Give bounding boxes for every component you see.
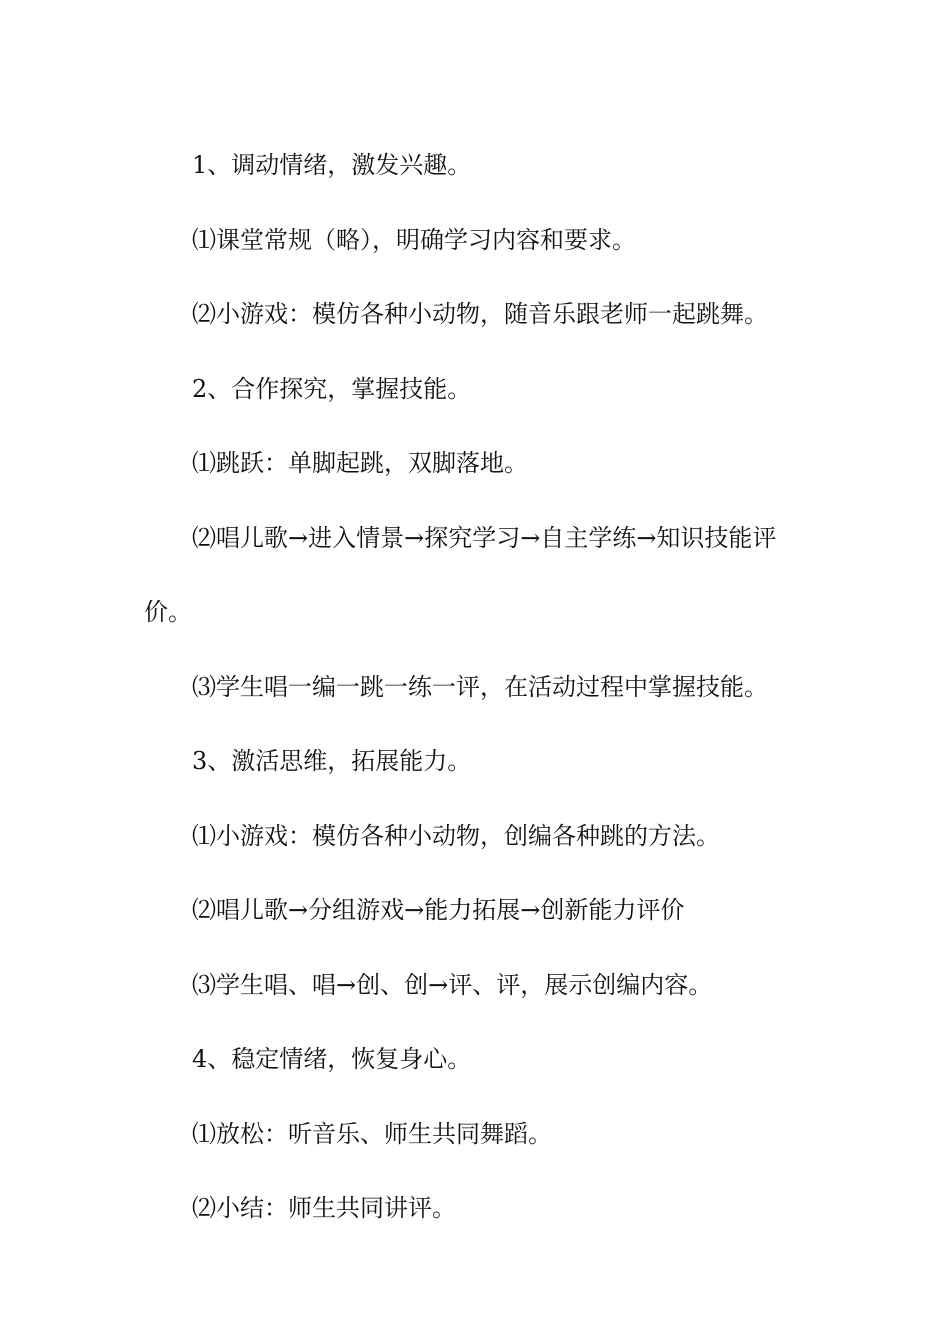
paragraph-step-4-heading: 4、稳定情绪，恢复身心。	[192, 1045, 472, 1073]
paragraph-step-1-item-1: ⑴课堂常规（略），明确学习内容和要求。	[192, 225, 636, 254]
paragraph-step-4-item-1: ⑴放松：听音乐、师生共同舞蹈。	[192, 1119, 552, 1148]
paragraph-step-4-item-2: ⑵小结：师生共同讲评。	[192, 1194, 456, 1222]
paragraph-step-1-item-2: ⑵小游戏：模仿各种小动物，随音乐跟老师一起跳舞。	[192, 300, 768, 328]
paragraph-step-3-item-3: ⑶学生唱、唱→创、创→评、评，展示创编内容。	[192, 970, 713, 999]
paragraph-step-3-heading: 3、激活思维，拓展能力。	[192, 747, 472, 775]
paragraph-step-3-item-2: ⑵唱儿歌→分组游戏→能力拓展→创新能力评价	[192, 896, 685, 924]
paragraph-step-2-item-2: ⑵唱儿歌→进入情景→探究学习→自主学练→知识技能评价。	[144, 523, 777, 626]
paragraph-step-2-item-3: ⑶学生唱一编一跳一练一评，在活动过程中掌握技能。	[192, 672, 768, 701]
paragraph-step-1-heading: 1、调动情绪，激发兴趣。	[192, 151, 472, 179]
document-body	[144, 128, 808, 1246]
paragraph-step-3-item-1: ⑴小游戏：模仿各种小动物，创编各种跳的方法。	[192, 821, 720, 850]
paragraph-step-2-heading: 2、合作探究，掌握技能。	[192, 374, 472, 403]
paragraph-step-2-item-1: ⑴跳跃：单脚起跳，双脚落地。	[192, 449, 528, 477]
